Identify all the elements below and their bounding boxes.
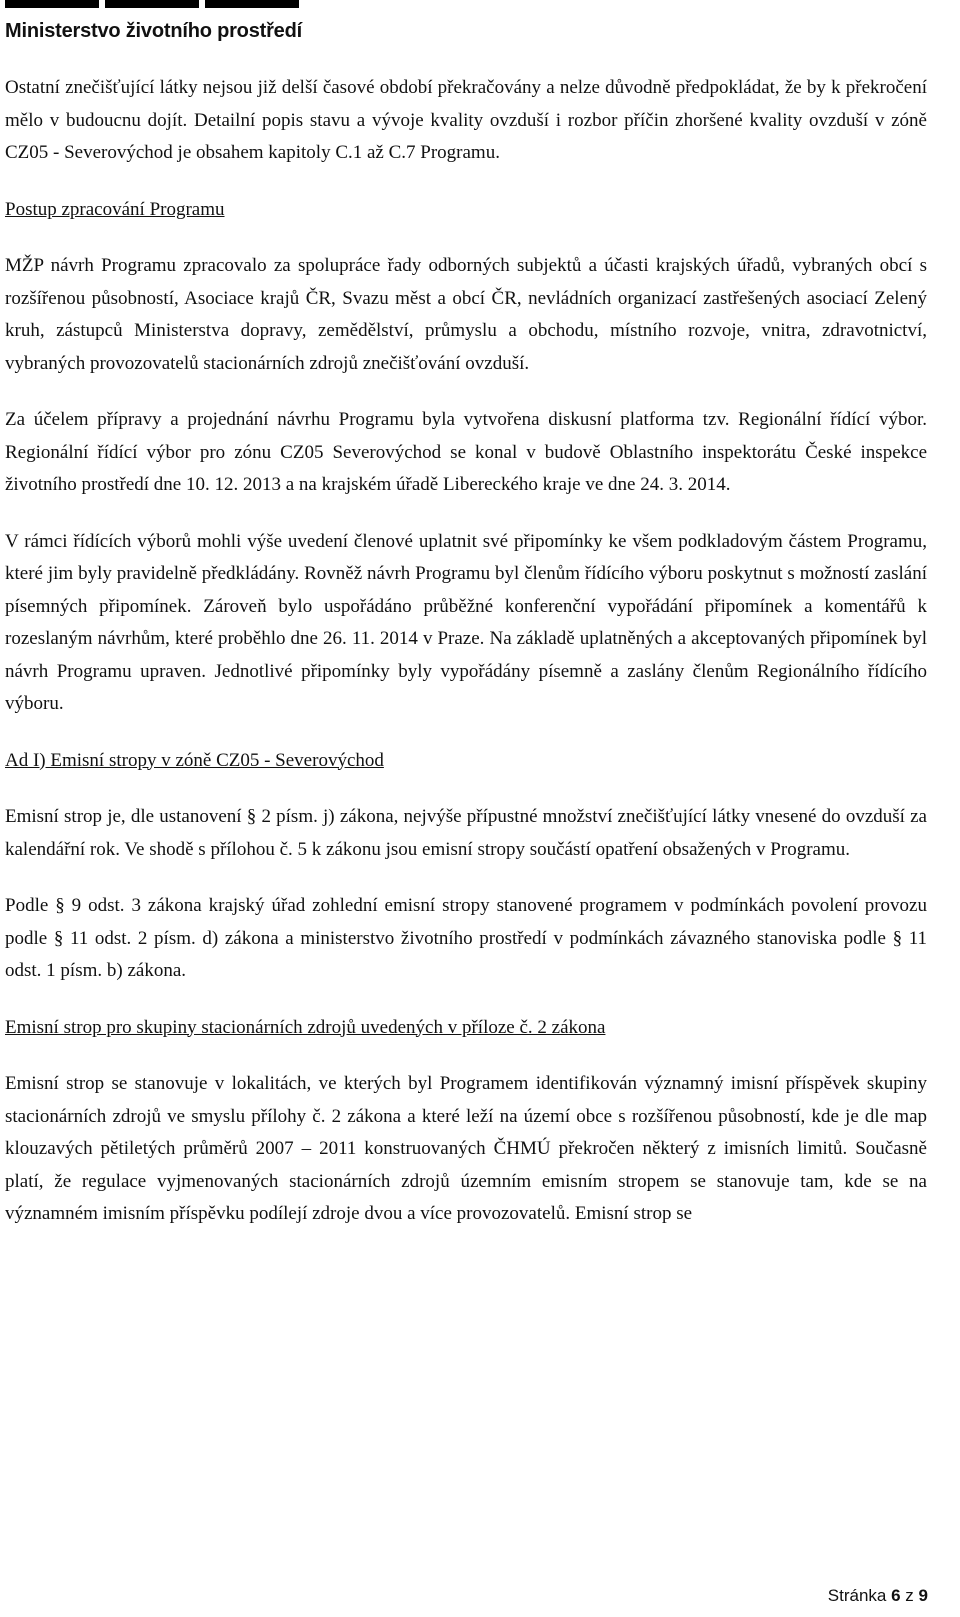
logo-bar [105,0,199,8]
heading-stationary-sources: Emisní strop pro skupiny stacionárních zdrojů uvedených v příloze č. 2 zákona [5,1016,606,1038]
page-current: 6 [891,1586,901,1605]
document-body [5,72,927,1231]
paragraph-comments: V rámci řídících výborů mohli výše uvedení členové uplatnit své připomínky ke všem podkladovým částem Programu, které jim byly pravidelně předkládány. Rovněž návrh Programu byl členům řídícího výboru poskytnut s možností zaslání písemných připomínek. Zároveň bylo uspořádáno průběžné konferenční vypořádání připomínek a komentářů k rozeslaným návrhům, které proběhlo dne 26. 11. 2014 v Praze. Na základě uplatněných a akceptovaných připomínek byl návrh Programu upraven. Jednotlivé připomínky byly vypořádány písemně a zaslány členům Regionálního řídícího výboru. [5,530,927,714]
page-number [828,1586,928,1606]
page-label: Stránka [827,1586,887,1605]
heading-emission-ceilings: Ad I) Emisní stropy v zóně CZ05 - Severovýchod [5,749,384,771]
logo-bars [5,0,305,8]
logo-bar [205,0,299,8]
paragraph-cooperation: MŽP návrh Programu zpracovalo za spolupráce řady odborných subjektů a účasti krajských úřadů, vybraných obcí s rozšířenou působností, Asociace krajů ČR, Svazu měst a obcí ČR, nevládních organizací zastřešených asociací Zelený kruh, zástupců Ministerstva dopravy, zemědělství, průmyslu a obchodu, místního rozvoje, vnitra, zdravotnictví, vybraných provozovatelů stacionárních zdrojů znečišťování ovzduší. [5,255,927,374]
logo-text: Ministerstvo životního prostředí [5,20,302,42]
paragraph-ceiling-localities: Emisní strop se stanovuje v lokalitách, ve kterých byl Programem identifikován významný imisní příspěvek skupiny stacionárních zdrojů ve smyslu přílohy č. 2 zákona a které leží na území obce s rozšířenou působností, kde je dle map klouzavých pětiletých průměrů 2007 – 2011 konstruovaných ČHMÚ překročen některý z imisních limitů. Současně platí, že regulace vyjmenovaných stacionárních zdrojů územním emisním stropem se stanovuje tam, kde se na významném imisním příspěvku podílejí zdroje dvou a více provozovatelů. Emisní strop se [5,1073,927,1224]
paragraph-exceedance: Ostatní znečišťující látky nejsou již delší časové období překračovány a nelze důvodně předpokládat, že by k překročení mělo v budoucnu dojít. Detailní popis stavu a vývoje kvality ovzduší i rozbor příčin zhoršené kvality ovzduší v zóně CZ05 - Severovýchod je obsahem kapitoly C.1 až C.7 Programu. [5,77,927,163]
page-separator: z [905,1586,914,1605]
paragraph-regional-authority: Podle § 9 odst. 3 zákona krajský úřad zohlední emisní stropy stanovené programem v podmínkách povolení provozu podle § 11 odst. 2 písm. d) zákona a ministerstvo životního prostředí v podmínkách závazného stanoviska podle § 11 odst. 1 písm. b) zákona. [5,895,927,981]
ministry-logo [5,0,305,43]
paragraph-ceiling-definition: Emisní strop je, dle ustanovení § 2 písm. j) zákona, nejvýše přípustné množství znečišťující látky vnesené do ovzduší za kalendářní rok. Ve shodě s přílohou č. 5 k zákonu jsou emisní stropy součástí opatření obsažených v Programu. [5,806,927,860]
heading-program-procedure: Postup zpracování Programu [5,198,225,220]
logo-bar [5,0,99,8]
page-total: 9 [918,1586,928,1605]
paragraph-committee: Za účelem přípravy a projednání návrhu Programu byla vytvořena diskusní platforma tzv. Regionální řídící výbor. Regionální řídící výbor pro zónu CZ05 Severovýchod se konal v budově Oblastního inspektorátu České inspekce životního prostředí dne 10. 12. 2013 a na krajském úřadě Libereckého kraje ve dne 24. 3. 2014. [5,409,927,495]
